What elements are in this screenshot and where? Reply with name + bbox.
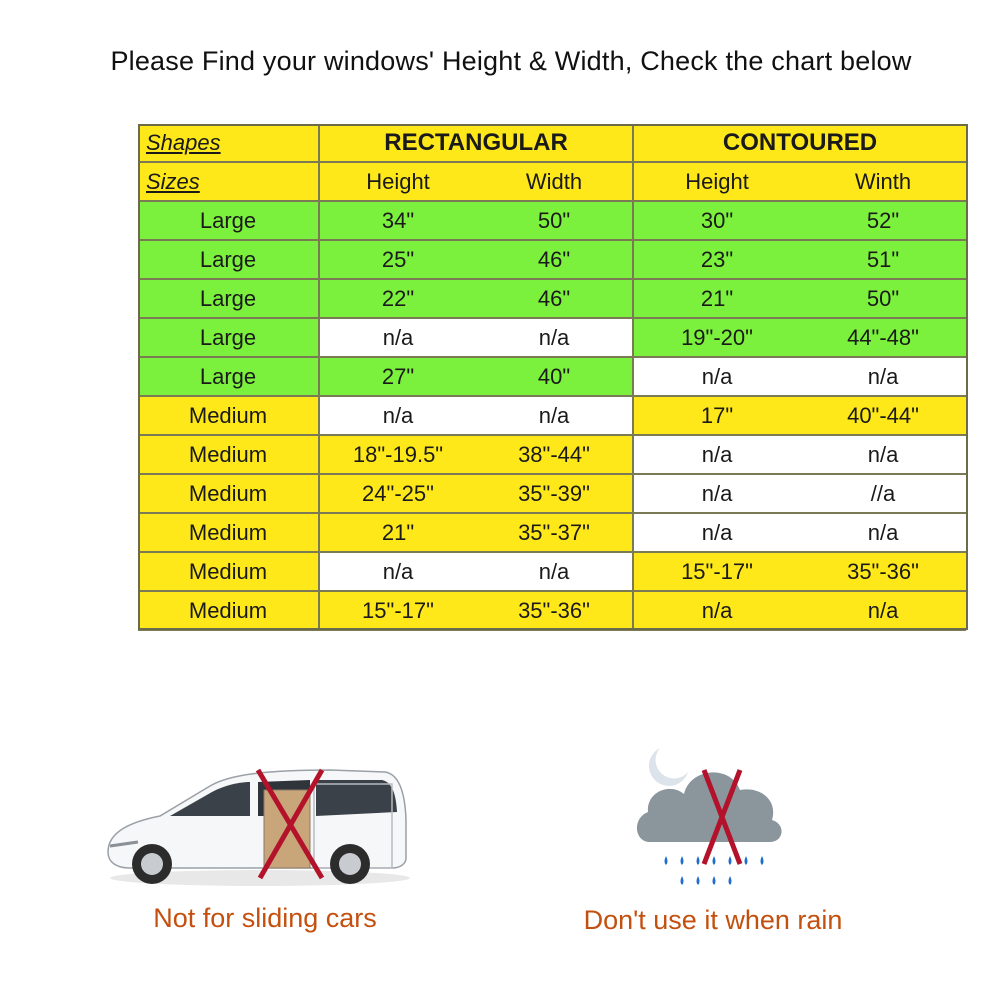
table-row: [138, 474, 966, 513]
table-row: [138, 435, 966, 474]
cont-height-cell: 21": [633, 279, 800, 318]
cont-width-cell: n/a: [800, 591, 966, 630]
table-row: [138, 396, 966, 435]
cont-width-cell: n/a: [800, 513, 966, 552]
rect-width-cell: 46": [476, 279, 633, 318]
size-cell: Medium: [138, 552, 319, 591]
size-cell: Large: [138, 240, 319, 279]
table-row: [138, 552, 966, 591]
rect-height-cell: n/a: [319, 552, 476, 591]
rect-width-cell: 35"-36": [476, 591, 633, 630]
cont-width-cell: n/a: [800, 357, 966, 396]
cont-height-cell: 19"-20": [633, 318, 800, 357]
rect-width-header: Width: [476, 162, 633, 201]
rectangular-header: RECTANGULAR: [319, 124, 633, 162]
rect-height-cell: 21": [319, 513, 476, 552]
size-cell: Large: [138, 357, 319, 396]
rect-width-cell: 46": [476, 240, 633, 279]
rect-height-cell: n/a: [319, 318, 476, 357]
rect-width-cell: 50": [476, 201, 633, 240]
cont-width-cell: 50": [800, 279, 966, 318]
rect-height-cell: 22": [319, 279, 476, 318]
size-cell: Large: [138, 279, 319, 318]
rect-width-cell: 35"-37": [476, 513, 633, 552]
size-cell: Medium: [138, 435, 319, 474]
rect-height-cell: 15"-17": [319, 591, 476, 630]
cont-height-cell: 15"-17": [633, 552, 800, 591]
table-row: [138, 318, 966, 357]
cont-width-cell: 44"-48": [800, 318, 966, 357]
table-row: [138, 513, 966, 552]
cont-width-cell: n/a: [800, 435, 966, 474]
table-row: [138, 201, 966, 240]
shapes-label: Shapes: [138, 124, 319, 162]
size-cell: Large: [138, 318, 319, 357]
cont-width-cell: 35"-36": [800, 552, 966, 591]
cont-height-cell: 23": [633, 240, 800, 279]
rect-height-cell: 27": [319, 357, 476, 396]
cont-width-cell: 52": [800, 201, 966, 240]
table-row: [138, 591, 966, 630]
dont-use-when-rain-caption: Don't use it when rain: [583, 905, 843, 935]
not-for-sliding-cars-caption: Not for sliding cars: [153, 903, 377, 933]
size-cell: Medium: [138, 513, 319, 552]
cont-height-cell: n/a: [633, 591, 800, 630]
cloud-rain-moon-icon: [630, 738, 790, 898]
cont-height-cell: n/a: [633, 435, 800, 474]
table-row: [138, 357, 966, 396]
rect-height-cell: 25": [319, 240, 476, 279]
rect-width-cell: 38"-44": [476, 435, 633, 474]
cont-width-cell: //a: [800, 474, 966, 513]
rect-width-cell: 35"-39": [476, 474, 633, 513]
cont-width-header: Winth: [800, 162, 966, 201]
table-row: [138, 279, 966, 318]
rect-width-cell: n/a: [476, 396, 633, 435]
rect-width-cell: n/a: [476, 318, 633, 357]
rect-height-cell: 18"-19.5": [319, 435, 476, 474]
cont-width-cell: 40"-44": [800, 396, 966, 435]
cloud-rain-moon-icon: [630, 738, 790, 898]
rect-height-cell: n/a: [319, 396, 476, 435]
contoured-header: CONTOURED: [633, 124, 966, 162]
size-cell: Medium: [138, 474, 319, 513]
rect-width-cell: 40": [476, 357, 633, 396]
cont-height-header: Height: [633, 162, 800, 201]
cont-height-cell: n/a: [633, 474, 800, 513]
page-headline: Please Find your windows' Height & Width, Check the chart below: [110, 46, 912, 76]
sizes-label: Sizes: [138, 162, 319, 201]
cont-height-cell: n/a: [633, 357, 800, 396]
size-cell: Large: [138, 201, 319, 240]
minivan-sliding-door-image: [100, 760, 430, 890]
rect-height-cell: 24"-25": [319, 474, 476, 513]
rect-width-cell: n/a: [476, 552, 633, 591]
size-cell: Medium: [138, 591, 319, 630]
rect-height-header: Height: [319, 162, 476, 201]
rect-height-cell: 34": [319, 201, 476, 240]
cont-width-cell: 51": [800, 240, 966, 279]
cont-height-cell: 17": [633, 396, 800, 435]
minivan-sliding-door-image: [100, 760, 430, 890]
cont-height-cell: n/a: [633, 513, 800, 552]
size-cell: Medium: [138, 396, 319, 435]
cont-height-cell: 30": [633, 201, 800, 240]
size-chart-table: [138, 124, 966, 631]
table-row: [138, 240, 966, 279]
